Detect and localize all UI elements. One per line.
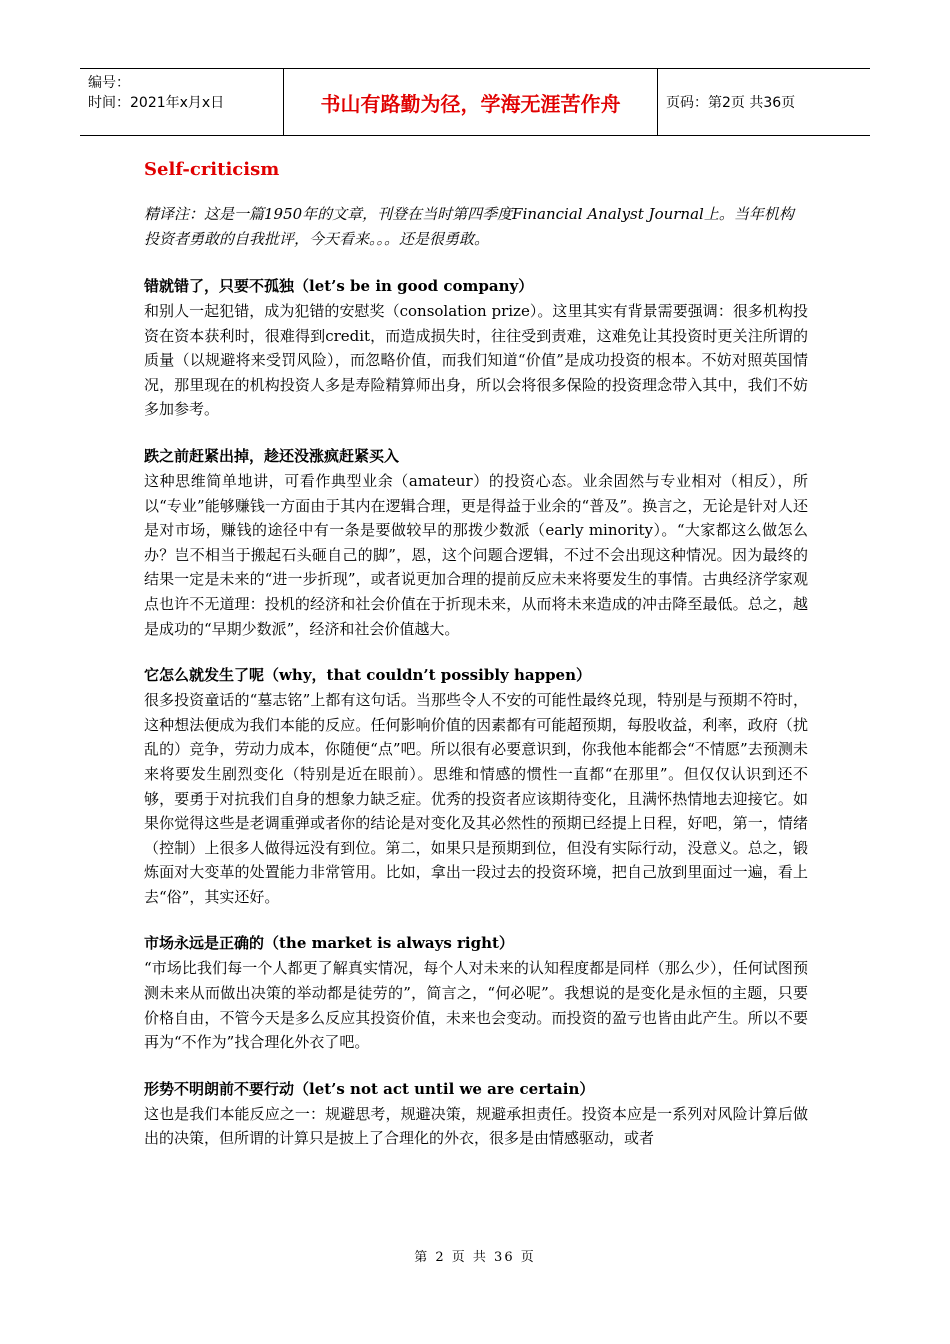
section bbox=[144, 1077, 808, 1151]
header-meta-cell bbox=[80, 69, 284, 135]
page-header bbox=[80, 68, 870, 136]
page-footer: 第 2 页 共 36 页 bbox=[414, 1250, 536, 1265]
article-title: Self-criticism bbox=[144, 159, 280, 180]
section bbox=[144, 931, 808, 1054]
header-page-info: 页码：第2页 共36页 bbox=[666, 95, 796, 111]
section-paragraph: 这也是我们本能反应之一：规避思考，规避决策，规避承担责任。投资本应是一系列对风险计算后做出的决策，但所谓的计算只是披上了合理化的外衣，很多是由情感驱动，或者 bbox=[144, 1104, 808, 1148]
section-paragraph: 和别人一起犯错，成为犯错的安慰奖（consolation prize）。这里其实有背景需要强调：很多机构投资在资本获利时，很难得到credit，而造成损失时，往往受到责难，这难免让其投资时更关注所谓的质量（以规避将来受罚风险），而忽略价值，而我们知道“价值”是成功投资的根本。不妨对照英国情况，那里现在的机构投资人多是寿险精算师出身，所以会将很多保险的投资理念带入其中，我们不妨多加参考。 bbox=[144, 302, 808, 419]
header-motto: 书山有路勤为径，学海无涯苦作舟 bbox=[284, 69, 658, 135]
section bbox=[144, 663, 808, 909]
section-paragraph: “市场比我们每一个人都更了解真实情况，每个人对未来的认知程度都是同样（那么少），任何试图预测未来从而做出决策的举动都是徒劳的”，简言之，“何必呢”。我想说的是变化是永恒的主题，只要价格自由，不管今天是多么反应其投资价值，未来也会变动。而投资的盈亏也皆由此产生。所以不要再为“不作为”找合理化外衣了吧。 bbox=[144, 959, 808, 1052]
translator-note: 精译注：这是一篇1950年的文章，刊登在当时第四季度Financial Analyst Journal上。当年机构投资者勇敢的自我批评，今天看来。。。还是很勇敢。 bbox=[144, 205, 794, 248]
header-number-label: 编号： bbox=[88, 75, 130, 91]
article-body bbox=[144, 156, 808, 1173]
section-heading: 形势不明朗前不要行动（let’s not act until we are certain） bbox=[144, 1079, 595, 1098]
section-heading: 它怎么就发生了呢（why，that couldn’t possibly happen） bbox=[144, 666, 592, 685]
section-heading: 跌之前赶紧出掉，趁还没涨疯赶紧买入 bbox=[144, 446, 400, 465]
section-heading: 市场永远是正确的（the market is always right） bbox=[144, 934, 514, 953]
section-heading: 错就错了，只要不孤独（let’s be in good company） bbox=[144, 277, 534, 295]
header-time-label: 时间：2021年x月x日 bbox=[88, 95, 225, 111]
section bbox=[144, 274, 808, 422]
section bbox=[144, 444, 808, 641]
section-paragraph: 这种思维简单地讲，可看作典型业余（amateur）的投资心态。业余固然与专业相对（相反），所以“专业”能够赚钱一方面由于其内在逻辑合理，更是得益于业余的“普及”。换言之，无论是针对人还是对市场，赚钱的途径中有一条是要做较早的那拨少数派（early minority）。“大家都这么做怎么办？岂不相当于搬起石头砸自己的脚”，恩，这个问题合逻辑，不过不会出现这种情况。因为最终的结果一定是未来的“进一步折现”，或者说更加合理的提前反应未来将要发生的事情。古典经济学家观点也许不无道理：投机的经济和社会价值在于折现未来，从而将未来造成的冲击降至最低。总之，越是成功的“早期少数派”，经济和社会价值越大。 bbox=[144, 471, 808, 638]
section-paragraph: 很多投资童话的“墓志铭”上都有这句话。当那些令人不安的可能性最终兑现，特别是与预期不符时，这种想法便成为我们本能的反应。任何影响价值的因素都有可能超预期，每股收益，利率，政府（扰乱的）竞争，劳动力成本，你随便“点”吧。所以很有必要意识到，你我他本能都会“不情愿”去预测未来将要发生剧烈变化（特别是近在眼前）。思维和情感的惯性一直都“在那里”。但仅仅认识到还不够，要勇于对抗我们自身的想象力缺乏症。优秀的投资者应该期待变化，且满怀热情地去迎接它。如果你觉得这些是老调重弹或者你的结论是对变化及其必然性的预期已经提上日程，好吧，第一，情绪（控制）上很多人做得远没有到位。第二，如果只是预期到位，但没有实际行动，没意义。总之，锻炼面对大变革的处置能力非常管用。比如，拿出一段过去的投资环境，把自己放到里面过一遍，看上去“俗”，其实还好。 bbox=[144, 691, 808, 906]
